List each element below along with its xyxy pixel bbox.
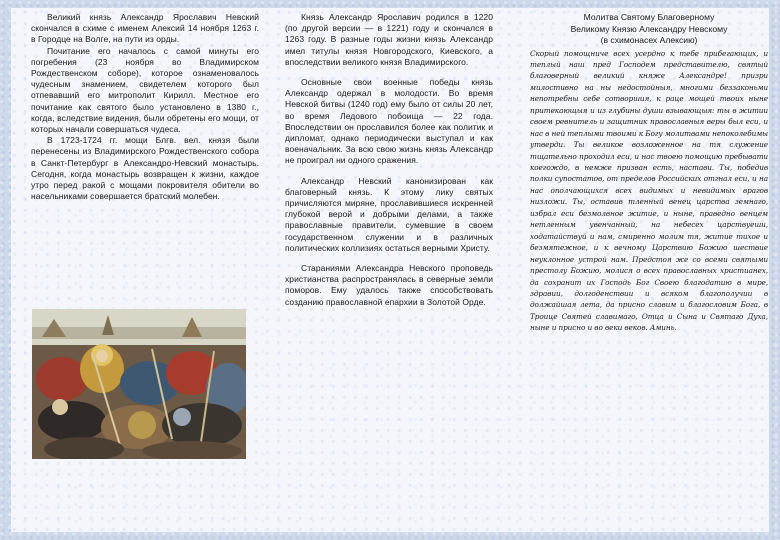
column-left (31, 12, 259, 202)
paragraph-canonization: Александр Невский канонизирован как благоверный князь. К этому лику святых причисляются миряне, прославившиеся искренней глубокой верой и добрыми делами, а также православные правители, сумевшие в своем государственном служении и в различных политических коллизиях остаться верными Христу. (285, 175, 493, 253)
paragraph-relics: В 1723-1724 гг. мощи Блгв. вел. князя были перенесены из Владимирского Рождественского собора в Санкт-Петербург в Александро-Невский монастырь. Сегодня, когда монастырь возвращен к жизни, каждое утро перед ракой с мощами покровителя обители во насельниками совершается братский молебен. (31, 135, 259, 202)
prayer-title-line1: Молитва Святому Благоверному (583, 12, 715, 22)
icon-painting-battle (32, 309, 246, 459)
prayer-text: Скорый помощниче всех усердно к тебе прибегающих, и теплый наш пред Господем представителю, святый благоверный великий княже Александре! призри милостивно на ны недостойныя, многими беззаконьми непотребны себе сотворшия, к раце мощей твоих ныне притекающыя и из глубины души взывающыя: ты в житии своем ревнитель и защитник православныя веры был еси, и нас в ней теплыми твоими к Богу молитвами непоколебимы утверди. Ты великое возложенное на тя служение тщательно проходил еси, и нас твоею помощию пребывати коегождо, в немже призван есть, настави. Ты, победив полки супостатов, от пределов Российских отгнал еси, и на нас ополчающихся всех видимых и невидимых врагов низложи. Ты, оставив тленный венец царства земнаго, избрал еси безмолвное житие, и ныне, праведно венцем нетленным увенчанный, на небесех царствуеши, ходатайствуй и нам, смиренно молим тя, житие тихое и безмятежное, и к вечному Царствию Божию шествие неуклонное устрой нам. Предстоя же со всеми святыми престолу Божию, молися о всех православных христианех, да сохранит их Господь Бог Своею благодатию в мире, здравии, долгоденствии и всяком благополучии в должайшая лета, да присно славим и благословим Бога, в Троице Святей славимаго, Отца и Сына и Святаго Духа, ныне и присно и во веки веков. Аминь. (530, 48, 768, 333)
painting-image (32, 309, 246, 459)
brochure-page (11, 8, 769, 532)
column-right (530, 12, 768, 334)
prayer-title-line2: Великому Князю Александру Невскому (570, 23, 728, 34)
paragraph-mission: Стараниями Александра Невского проповедь христианства распространялась в северные земли поморов. Ему удалось также способствовать созданию православной епархии в Золотой Орде. (285, 263, 493, 307)
paragraph-veneration: Почитание его началось с самой минуты его погребения (23 ноября во Владимирском Рождественском соборе), которое ознаменовалось чудесным знамением, свидетелем которого был отпевавший его митрополит Кирилл. Местное его почитание как святого было установлено в 1380 г., когда, вследствие видения, были обретены его мощи, от которых начали совершаться чудеса. (31, 45, 259, 135)
paragraph-victories: Основные свои военные победы князь Александр одержал в молодости. Во время Невской битвы (1240 год) ему было от силы 20 лет, во время Ледового побоища — 22 года. Впоследствии он прославился более как политик и дипломат, однако периодически выступал и как военачальник. За всю свою жизнь князь Александр не проиграл ни одного сражения. (285, 77, 493, 166)
column-middle (285, 12, 493, 308)
paragraph-biography: Князь Александр Ярославич родился в 1220 (по другой версии — в 1221) году и скончался в 1263 году. В разные годы жизни князь Александр имел титулы князя Новгородского, Киевского, а впоследствии великого князя Владимирского. (285, 12, 493, 67)
paragraph-death: Великий князь Александр Ярославич Невский скончался в схиме с именем Алексий 14 ноября 1263 г. в Городце на Волге, на пути из орды. (31, 12, 259, 45)
prayer-title-line3: (в схимонасех Алексию) (600, 35, 698, 45)
